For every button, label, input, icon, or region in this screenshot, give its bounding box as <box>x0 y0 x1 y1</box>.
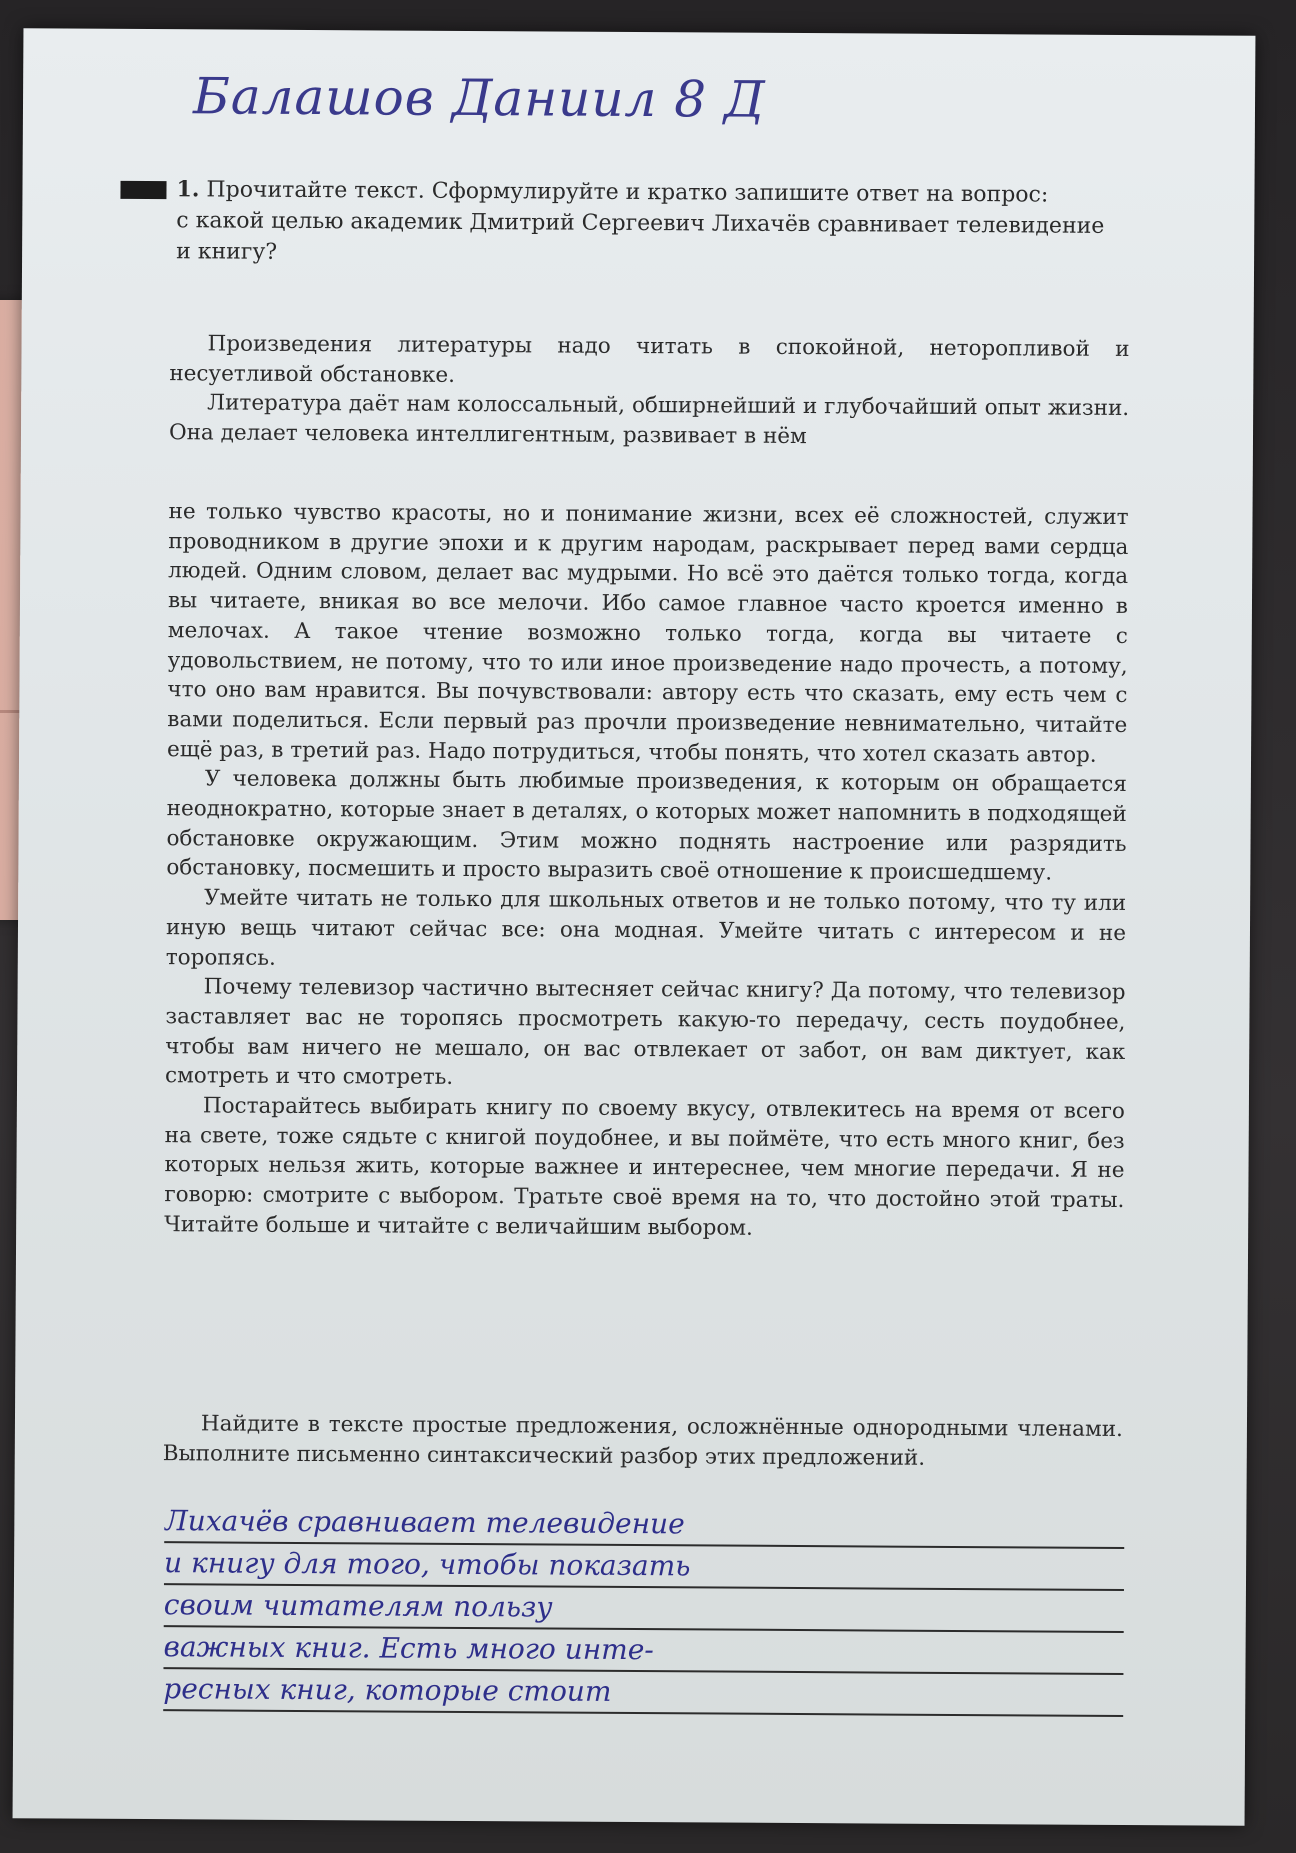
task-2-text: Найдите в тексте простые предложения, осложнённые однородными членами. Выполните письменно синтаксический разбор этих предложений. <box>162 1411 1124 1471</box>
answer-line: Лихачёв сравнивает телевидение <box>164 1501 1124 1549</box>
task-marker <box>120 181 166 199</box>
paragraph-4: Умейте читать не только для школьных ответов и не только потому, что ту или иную вещь читают сейчас все: она модная. Умейте читать с интересом и не торопясь. <box>165 885 1127 971</box>
task-number: 1. <box>176 176 200 203</box>
task-text-line1: Прочитайте текст. Сформулируйте и кратко запишите ответ на вопрос: <box>206 177 1049 208</box>
paragraph-5: Почему телевизор частично вытесняет сейчас книгу? Да потому, что телевизор заставляет вас не торопясь просмотреть какую-то передачу, сесть поудобнее, чтобы вам ничего не мешало, он вас отвлекает от забот, он вам диктует, как смотреть и что смотреть. <box>165 974 1126 1091</box>
paragraph-6: Постарайтесь выбирать книгу по своему вкусу, отвлекитесь на время от всего на свете, тоже сядьте с книгой поудобнее, и вы поймёте, что есть много книг, без которых нельзя жить, которые важнее и интереснее, чем многие передачи. Я не говорю: смотрите с выбором. Тратьте своё время на то, что достойно этой траты. Читайте больше и читайте с величайшим выбором. <box>164 1093 1125 1241</box>
handwritten-answer <box>163 1501 1124 1717</box>
task-text-line3: и книгу? <box>176 239 278 265</box>
answer-line: и книгу для того, чтобы показать <box>164 1543 1124 1591</box>
answer-line: своим читателям пользу <box>164 1585 1124 1633</box>
worksheet-paper <box>13 28 1256 1825</box>
paragraph-1: Произведения литературы надо читать в спокойной, неторопливой и несуетливой обстановке. <box>169 331 1130 388</box>
paragraph-2-continued: не только чувство красоты, но и понимание жизни, всех её сложностей, служит проводником в другие эпохи и к другим народам, раскрывает перед вами сердца людей. Одним словом, делает вас мудрыми. Но всё это даётся только тогда, когда вы читаете, вникая во все мелочи. Ибо самое главное часто кроется именно в мелочах. А такое чтение возможно только тогда, когда вы читаете с удовольствием, не потому, что то или иное произведение надо прочесть, а потому, что оно вам нравится. Вы почувствовали: автору есть что сказать, ему есть чем с вами поделиться. Если первый раз прочли произведение невнимательно, читайте ещё раз, в третий раз. Надо потрудиться, чтобы понять, что хотел сказать автор. <box>167 499 1129 768</box>
text-block-main <box>164 497 1129 1245</box>
task-text-line2: с какой целью академик Дмитрий Сергеевич Лихачёв сравнивает телевидение <box>176 208 1105 239</box>
answer-line: ресных книг, которые стоит <box>163 1669 1123 1717</box>
task-1 <box>120 174 1161 273</box>
answer-line: важных книг. Есть много инте- <box>163 1627 1123 1675</box>
text-block-top <box>169 329 1130 454</box>
student-name-handwritten: Балашов Даниил 8 Д <box>192 67 766 129</box>
paragraph-3: У человека должны быть любимые произведения, к которым он обращается неоднократно, которые знает в деталях, о которых может напомнить в подходящей обстановке окружающим. Этим можно поднять настроение или разрядить обстановку, посмешить и просто выразить своё отношение к происшедшему. <box>166 766 1127 886</box>
paragraph-2-start: Литература даёт нам колоссальный, обширнейший и глубочайший опыт жизни. Она делает человека интеллигентным, развивает в нём <box>168 390 1130 450</box>
